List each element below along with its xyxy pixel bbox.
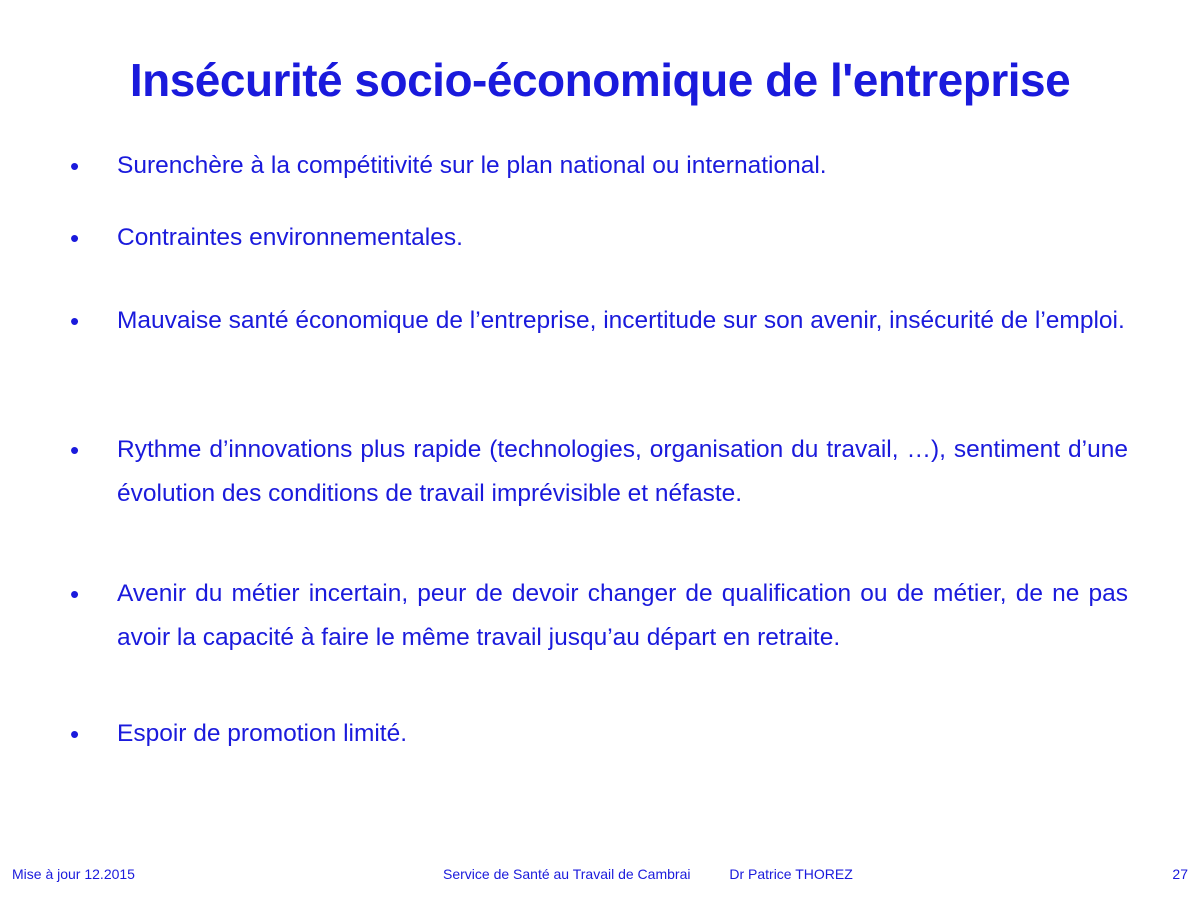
bullet-text: Contraintes environnementales. [117, 224, 463, 251]
bullet-item [70, 299, 1128, 343]
bullet-icon: • [70, 306, 80, 336]
slide-title: Insécurité socio-économique de l'entreprise [129, 53, 1071, 106]
bullet-text: Mauvaise santé économique de l’entreprise, incertitude sur son avenir, insécurité de l’emploi. [117, 307, 1125, 334]
bullet-item [70, 428, 1128, 516]
bullet-text: Avenir du métier incertain, peur de devoir changer de qualification ou de métier, de ne pas avoir la capacité à faire le même travail jusqu’au départ en retraite. [117, 580, 1128, 651]
bullet-item [70, 712, 1128, 756]
bullet-text: Surenchère à la compétitivité sur le plan national ou international. [117, 152, 827, 179]
bullet-icon: • [70, 223, 80, 253]
bullet-icon: • [70, 579, 80, 609]
bullet-icon: • [70, 151, 80, 181]
footer-page-number: 27 [1172, 866, 1188, 882]
footer-update-date: Mise à jour 12.2015 [12, 866, 135, 882]
bullet-text: Espoir de promotion limité. [117, 720, 408, 747]
bullet-text: Rythme d’innovations plus rapide (technologies, organisation du travail, …), sentiment d’une évolution des conditions de travail imprévisible et néfaste. [117, 436, 1128, 507]
bullet-icon: • [70, 435, 80, 465]
bullet-item [70, 572, 1128, 660]
bullet-item [70, 144, 1128, 188]
footer-service-author: Service de Santé au Travail de Cambrai Dr Patrice THOREZ [443, 866, 853, 882]
bullet-item [70, 216, 1128, 260]
bullet-icon: • [70, 719, 80, 749]
